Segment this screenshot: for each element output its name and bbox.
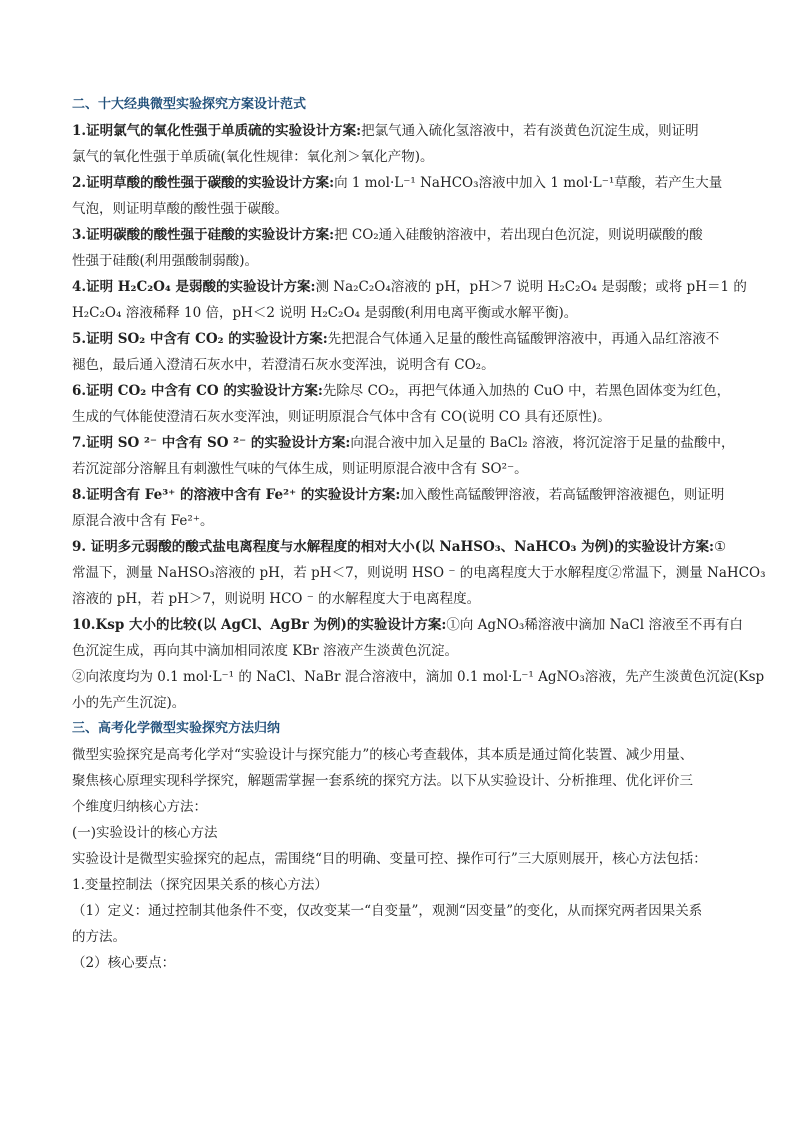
item-8-line-2: 原混合液中含有 Fe²⁺。: [72, 513, 214, 529]
item-5-head: 5.证明 SO₂ 中含有 CO₂ 的实验设计方案:: [72, 331, 328, 347]
item-10-line-3: ②向浓度均为 0.1 mol·L⁻¹ 的 NaCl、NaBr 混合溶液中，滴加 0.1 mol·L⁻¹ AgNO₃溶液，先产生淡黄色沉淀(Ksp: [72, 669, 765, 685]
item-2-line-2: 气泡，则证明草酸的酸性强于碳酸。: [72, 201, 288, 217]
section-3-line-2: 聚焦核心原理实现科学探究，解题需掌握一套系统的探究方法。以下从实验设计、分析推理、优化评价三: [72, 773, 693, 789]
section-3-title: 三、高考化学微型实验探究方法归纳: [72, 721, 281, 736]
item-5-text: 先把混合气体通入足量的酸性高锰酸钾溶液中，再通入品红溶液不: [327, 331, 720, 347]
item-7-line-1: [72, 430, 735, 456]
item-4-text: 测 Na₂C₂O₄溶液的 pH，pH＞7 说明 H₂C₂O₄ 是弱酸；或将 pH＝1 的: [315, 279, 747, 295]
section-3-definition-line-2: 的方法。: [72, 929, 126, 945]
item-8-line-1: [72, 482, 732, 508]
item-1-line-2: 氯气的氧化性强于单质硫(氧化性规律：氧化剂＞氧化产物)。: [72, 149, 434, 165]
item-2-text: 向 1 mol·L⁻¹ NaHCO₃溶液中加入 1 mol·L⁻¹草酸，若产生大量: [334, 175, 723, 191]
item-2-head: 2.证明草酸的酸性强于碳酸的实验设计方案:: [72, 175, 335, 191]
section-2-title: 二、十大经典微型实验探究方案设计范式: [72, 97, 307, 112]
item-1-line-1: [72, 118, 732, 144]
item-10-line-1: [72, 612, 743, 638]
section-3-line-1: 微型实验探究是高考化学对“实验设计与探究能力”的核心考查载体，其本质是通过简化装置、减少用量、: [72, 747, 694, 763]
item-3-text: 把 CO₂通入硅酸钠溶液中，若出现白色沉淀，则说明碳酸的酸: [334, 227, 703, 243]
item-7-line-2: 若沉淀部分溶解且有刺激性气味的气体生成，则证明原混合液中含有 SO²⁻。: [72, 461, 528, 477]
item-9-line-2: 常温下，测量 NaHSO₃溶液的 pH，若 pH＜7，则说明 HSO ⁻ 的电离程度大于水解程度②常温下，测量 NaHCO₃: [72, 565, 766, 581]
item-9-line-1: [72, 534, 732, 560]
document-page: [72, 92, 766, 976]
item-9-circle-1: ①: [713, 539, 727, 555]
item-10-text: ①向 AgNO₃稀溶液中滴加 NaCl 溶液至不再有白: [446, 617, 743, 633]
item-10-line-4: 小的先产生沉淀)。: [72, 695, 186, 711]
item-8-head: 8.证明含有 Fe³⁺ 的溶液中含有 Fe²⁺ 的实验设计方案:: [72, 487, 401, 503]
item-5-line-1: [72, 326, 732, 352]
section-3-line-3: 个维度归纳核心方法：: [72, 799, 207, 815]
item-6-head: 6.证明 CO₂ 中含有 CO 的实验设计方案:: [72, 383, 323, 399]
item-7-head: 7.证明 SO ²⁻ 中含有 SO ²⁻ 的实验设计方案:: [72, 435, 351, 451]
section-3-key-points: （2）核心要点：: [72, 955, 176, 971]
item-4-head: 4.证明 H₂C₂O₄ 是弱酸的实验设计方案:: [72, 279, 316, 295]
item-3-line-2: 性强于硅酸(利用强酸制弱酸)。: [72, 253, 259, 269]
item-9-line-3: 溶液的 pH，若 pH＞7，则说明 HCO ⁻ 的水解程度大于电离程度。: [72, 591, 481, 607]
section-3-method-title: 1.变量控制法（探究因果关系的核心方法）: [72, 877, 328, 893]
item-6-line-2: 生成的气体能使澄清石灰水变浑浊，则证明原混合气体中含有 CO(说明 CO 具有还原性)。: [72, 409, 611, 425]
item-3-line-1: [72, 222, 732, 248]
item-1-text: 把氯气通入硫化氢溶液中，若有淡黄色沉淀生成，则证明: [361, 123, 699, 139]
item-10-line-2: 色沉淀生成，再向其中滴加相同浓度 KBr 溶液产生淡黄色沉淀。: [72, 643, 459, 659]
item-8-text: 加入酸性高锰酸钾溶液，若高锰酸钾溶液褪色，则证明: [400, 487, 725, 503]
section-3-subheading: (一)实验设计的核心方法: [72, 825, 218, 841]
item-10-head: 10.Ksp 大小的比较(以 AgCl、AgBr 为例)的实验设计方案:: [72, 617, 447, 633]
item-6-line-1: [72, 378, 732, 404]
item-6-text: 先除尽 CO₂，再把气体通入加热的 CuO 中，若黑色固体变为红色，: [322, 383, 731, 399]
item-1-head: 1.证明氯气的氧化性强于单质硫的实验设计方案:: [72, 123, 362, 139]
item-3-head: 3.证明碳酸的酸性强于硅酸的实验设计方案:: [72, 227, 335, 243]
item-7-text: 向混合液中加入足量的 BaCl₂ 溶液，将沉淀溶于足量的盐酸中，: [350, 435, 735, 451]
item-4-line-1: [72, 274, 747, 300]
section-3-line-5: 实验设计是微型实验探究的起点，需围绕“目的明确、变量可控、操作可行”三大原则展开，核心方法包括：: [72, 851, 707, 867]
item-4-line-2: H₂C₂O₄ 溶液稀释 10 倍，pH＜2 说明 H₂C₂O₄ 是弱酸(利用电离平衡或水解平衡)。: [72, 305, 578, 321]
section-3-definition-line-1: （1）定义：通过控制其他条件不变，仅改变某一“自变量”，观测“因变量”的变化，从而探究两者因果关系: [72, 903, 703, 919]
item-9-head: 9. 证明多元弱酸的酸式盐电离程度与水解程度的相对大小(以 NaHSO₃、NaHCO₃ 为例)的实验设计方案:: [72, 539, 714, 555]
item-2-line-1: [72, 170, 732, 196]
item-5-line-2: 褪色，最后通入澄清石灰水中，若澄清石灰水变浑浊，说明含有 CO₂。: [72, 357, 495, 373]
